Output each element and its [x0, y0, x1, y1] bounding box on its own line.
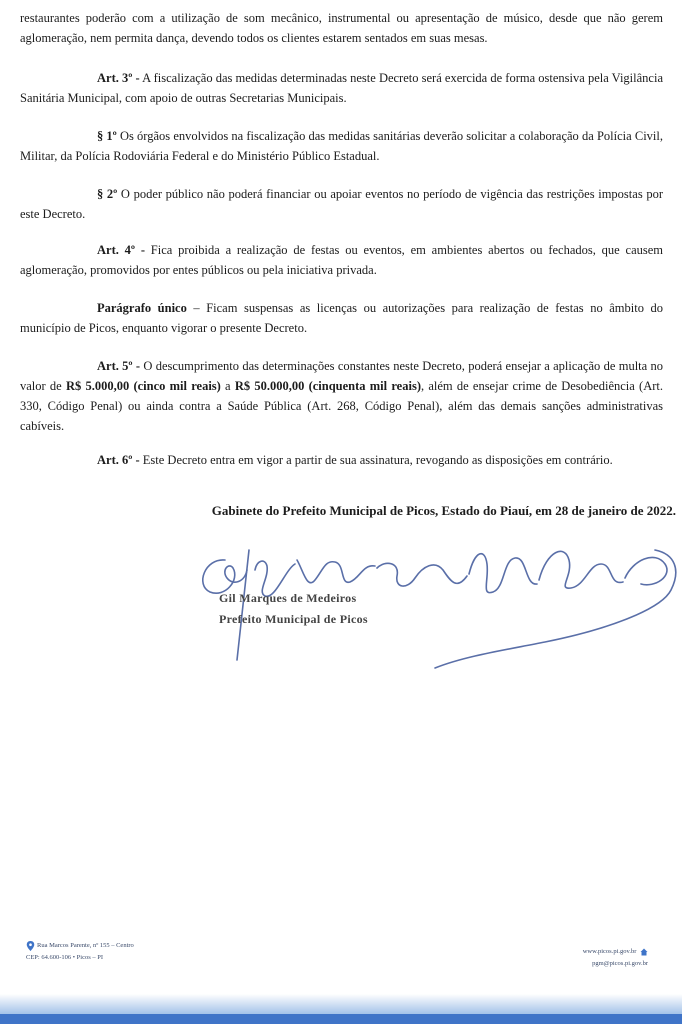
paragraph-art-6: Art. 6º - Este Decreto entra em vigor a partir de sua assinatura, revogando as disposições em contrário. [97, 453, 613, 467]
location-pin-icon [26, 941, 35, 951]
section-lead: § 2º [97, 187, 118, 201]
paragraph-section-2: § 2º O poder público não poderá financiar ou apoiar eventos no período de vigência das restrições impostas por este Decreto. [20, 187, 663, 221]
paragraph-art-3: Art. 3º - A fiscalização das medidas determinadas neste Decreto será exercida de forma ostensiva pela Vigilância Sanitária Municipal, com apoio de outras Secretarias Municipais. [20, 71, 663, 105]
article-lead: Art. 3º - [97, 71, 140, 85]
fine-maximum: R$ 50.000,00 (cinquenta mil reais) [234, 379, 421, 393]
signer-name: Gil Marques de Medeiros [219, 591, 357, 605]
footer-contact [583, 946, 648, 970]
paragraph-continuation: restaurantes poderão com a utilização de som mecânico, instrumental ou apresentação de músico, desde que não gerem aglomeração, nem permita dança, devendo todos os clientes estarem sentados em suas mesas. [20, 11, 663, 45]
paragraph-art-4: Art. 4º - Fica proibida a realização de festas ou eventos, em ambientes abertos ou fechados, que causem aglomeração, promovidos por entes públicos ou pela iniciativa privada. [20, 243, 664, 277]
email-link[interactable]: pgm@picos.pi.gov.br [592, 960, 648, 967]
footer-band [0, 994, 682, 1024]
house-icon [640, 948, 648, 956]
article-lead: Art. 6º - [97, 453, 140, 467]
paragraph-art-5: Art. 5º - O descumprimento das determinações constantes neste Decreto, poderá ensejar a aplicação de multa no valor de R$ 5.000,00 (cinco mil reais) a R$ 50.000,00 (cinquenta mil reais), além de ensejar crime de Desobediência (Art. 330, Código Penal) ou ainda contra a Saúde Pública (Art. 268, Código Penal), além das demais sanções administrativas cabíveis. [20, 359, 664, 433]
paragraph-sole: Parágrafo único – Ficam suspensas as licenças ou autorizações para realização de festas no âmbito do município de Picos, enquanto vigorar o presente Decreto. [20, 301, 664, 335]
address-line-1: Rua Marcos Parente, nº 155 – Centro [37, 942, 134, 949]
fine-minimum: R$ 5.000,00 (cinco mil reais) [65, 379, 221, 393]
address-line-2: CEP: 64.600-106 • Picos – PI [26, 954, 104, 961]
paragraph-lead: Parágrafo único [97, 301, 187, 315]
closing-line: Gabinete do Prefeito Municipal de Picos, Estado do Piauí, em 28 de janeiro de 2022. [211, 503, 676, 518]
article-lead: Art. 5º - [97, 359, 141, 373]
article-lead: Art. 4º - [97, 243, 145, 257]
website-link[interactable]: www.picos.pi.gov.br [582, 948, 637, 955]
section-lead: § 1º [97, 129, 117, 143]
footer-address [26, 940, 134, 964]
footer-stripe [0, 1014, 682, 1024]
signer-title: Prefeito Municipal de Picos [219, 612, 368, 626]
paragraph-section-1: § 1º Os órgãos envolvidos na fiscalização das medidas sanitárias deverão solicitar a colaboração da Polícia Civil, Militar, da Polícia Rodoviária Federal e do Ministério Público Estadual. [20, 129, 663, 163]
